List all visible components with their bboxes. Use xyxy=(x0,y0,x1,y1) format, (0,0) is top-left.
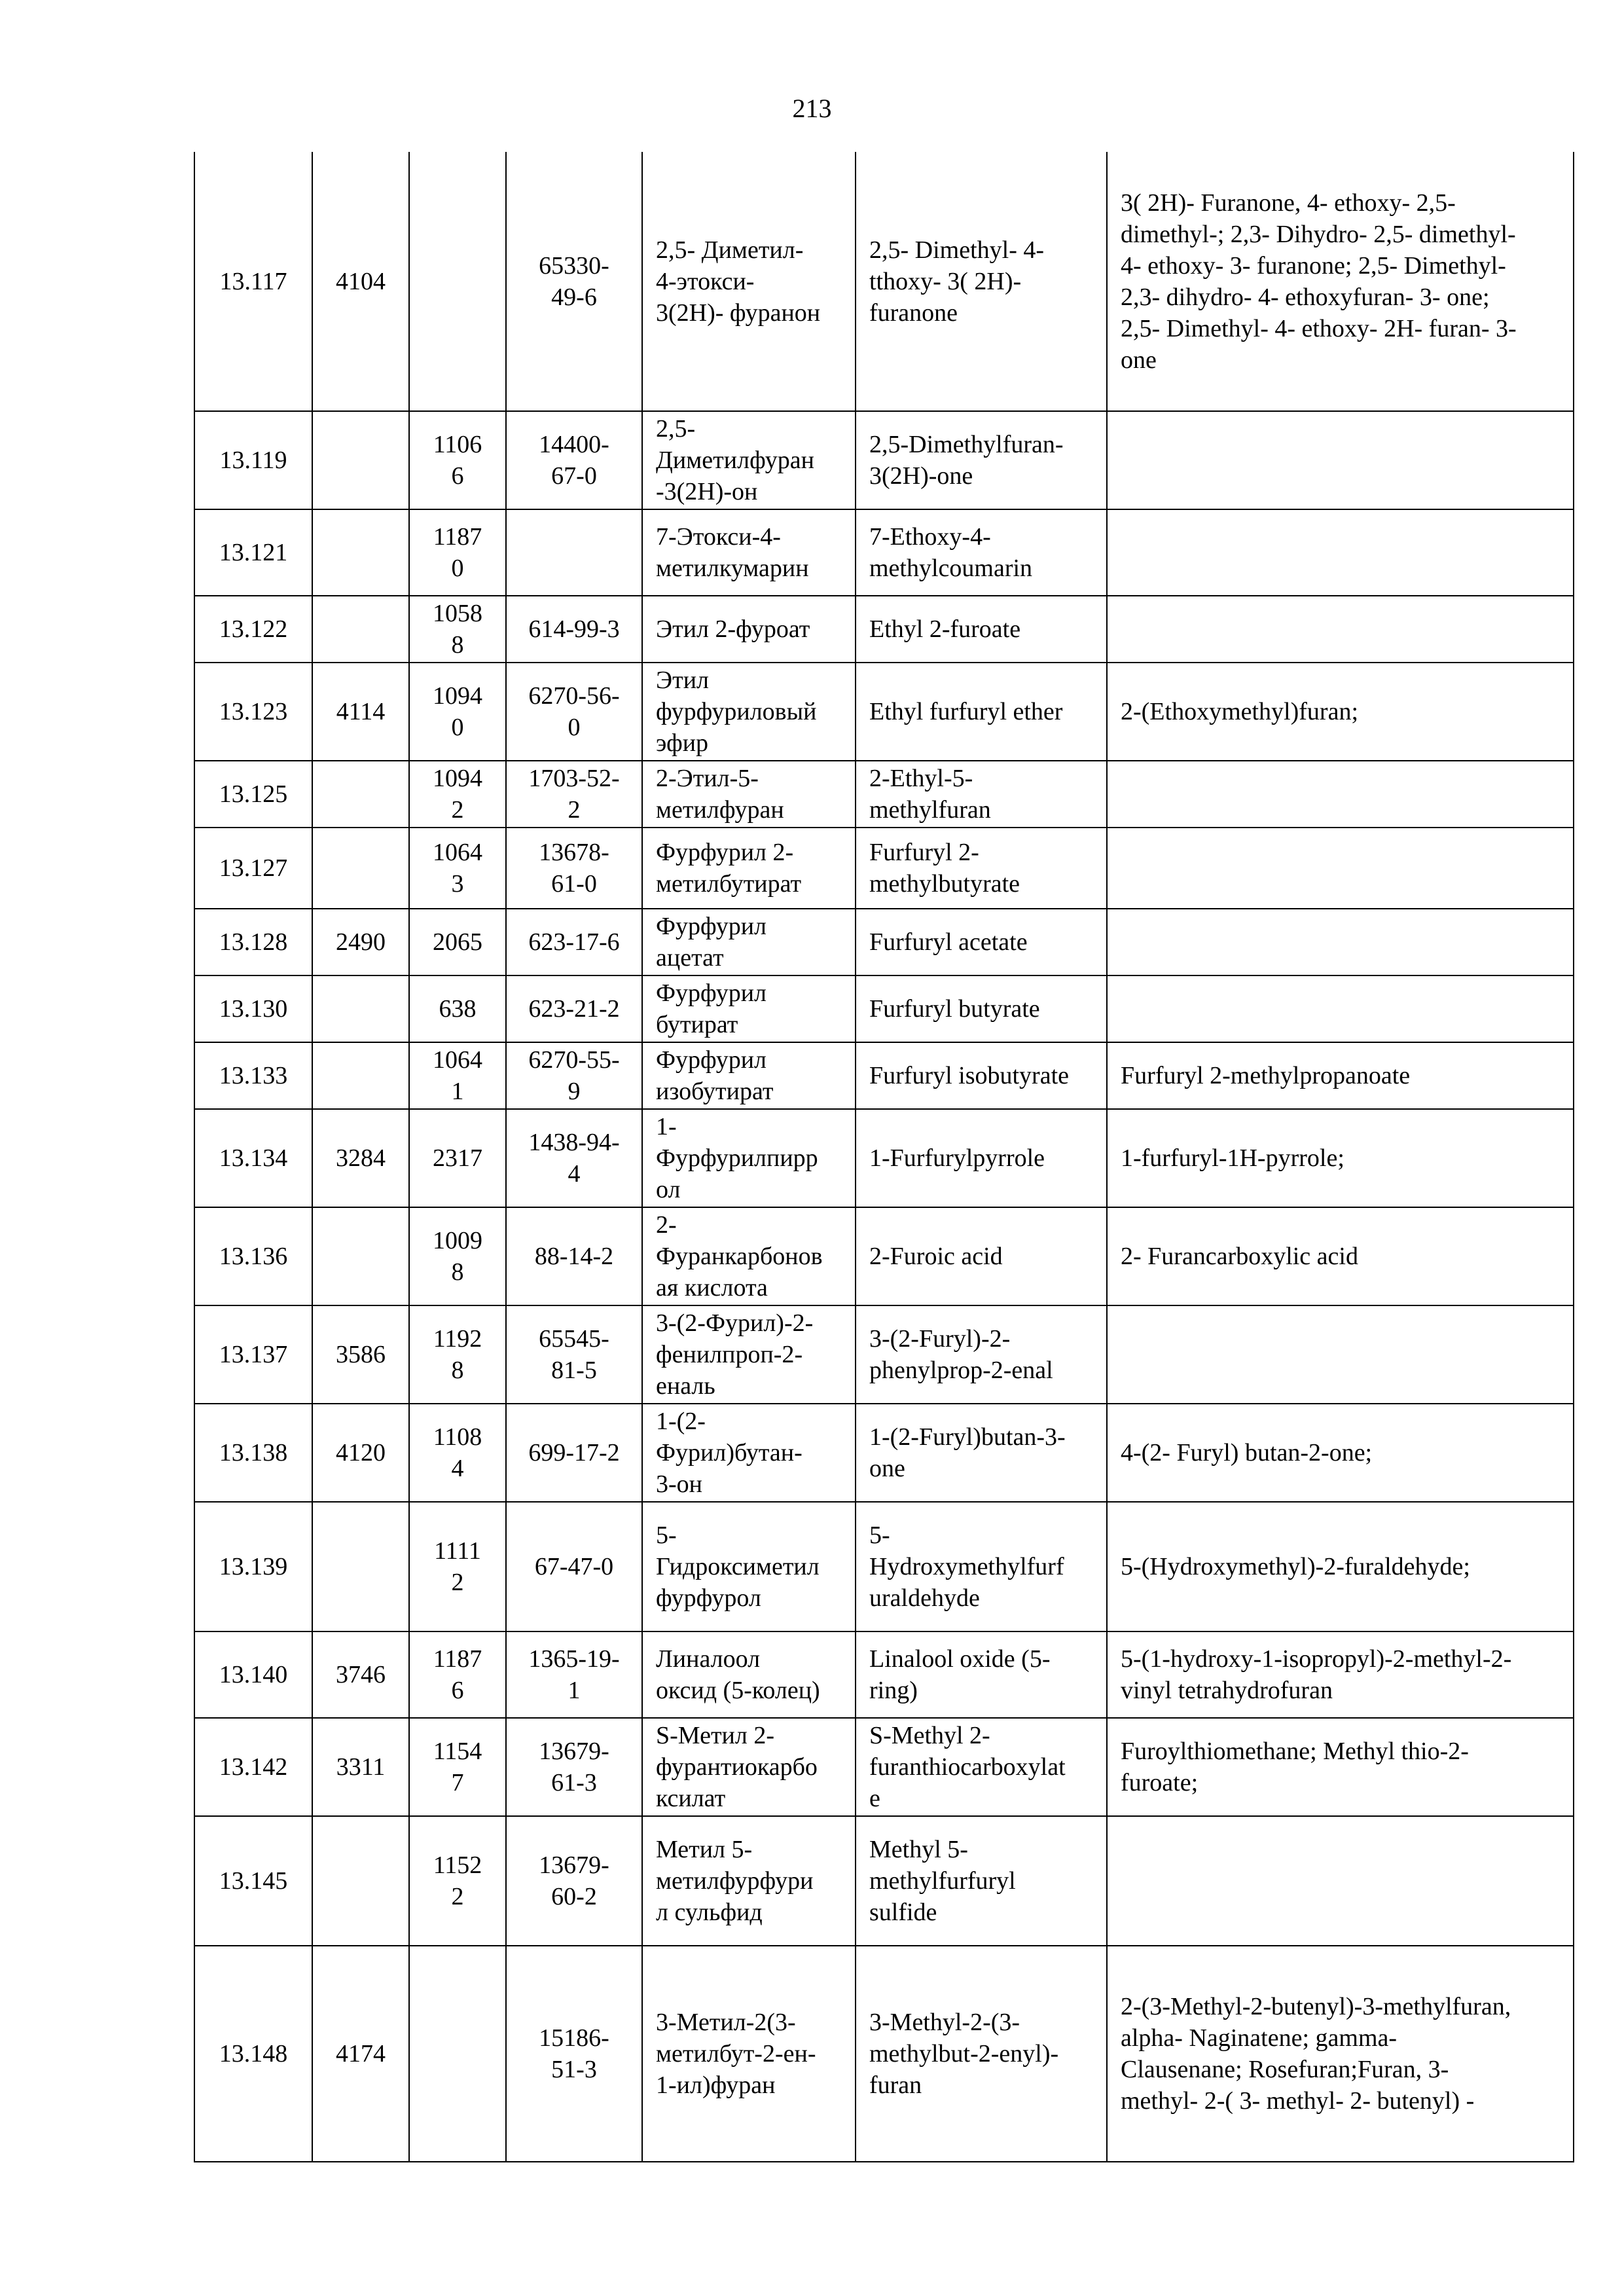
cas-no-cell: 13678- 61-0 xyxy=(506,828,642,909)
fema-no-cell: 4104 xyxy=(312,152,409,411)
fema-no-cell: 3311 xyxy=(312,1718,409,1816)
fema-no-cell xyxy=(312,1207,409,1305)
cas-no-cell: 1365-19- 1 xyxy=(506,1631,642,1718)
fema-no-cell xyxy=(312,761,409,828)
fema-no-cell xyxy=(312,975,409,1042)
page-number: 213 xyxy=(792,94,832,123)
fl-no-cell: 13.125 xyxy=(194,761,312,828)
cas-no-cell: 623-17-6 xyxy=(506,909,642,975)
coe-no-cell: 1108 4 xyxy=(409,1404,506,1502)
fl-no-cell: 13.137 xyxy=(194,1305,312,1404)
cas-no-cell: 6270-55- 9 xyxy=(506,1042,642,1109)
synonyms-cell: 1-furfuryl-1H-pyrrole; xyxy=(1107,1109,1574,1207)
synonyms-cell: 5-(Hydroxymethyl)-2-furaldehyde; xyxy=(1107,1502,1574,1631)
fema-no-cell xyxy=(312,509,409,596)
cas-no-cell: 13679- 60-2 xyxy=(506,1816,642,1946)
cas-no-cell: 65330- 49-6 xyxy=(506,152,642,411)
english-name-cell: Methyl 5- methylfurfuryl sulfide xyxy=(856,1816,1107,1946)
cas-no-cell: 13679- 61-3 xyxy=(506,1718,642,1816)
russian-name-cell: 2- Фуранкарбонов ая кислота xyxy=(642,1207,856,1305)
coe-no-cell: 638 xyxy=(409,975,506,1042)
synonyms-cell xyxy=(1107,975,1574,1042)
english-name-cell: 2,5-Dimethylfuran- 3(2H)-one xyxy=(856,411,1107,509)
russian-name-cell: 3-(2-Фурил)-2- фенилпроп-2- еналь xyxy=(642,1305,856,1404)
synonyms-cell: 5-(1-hydroxy-1-isopropyl)-2-methyl-2- vinyl tetrahydrofuran xyxy=(1107,1631,1574,1718)
english-name-cell: Furfuryl isobutyrate xyxy=(856,1042,1107,1109)
fl-no-cell: 13.133 xyxy=(194,1042,312,1109)
fl-no-cell: 13.130 xyxy=(194,975,312,1042)
fl-no-cell: 13.148 xyxy=(194,1946,312,2162)
english-name-cell: S-Methyl 2- furanthiocarboxylat e xyxy=(856,1718,1107,1816)
synonyms-cell xyxy=(1107,828,1574,909)
fl-no-cell: 13.145 xyxy=(194,1816,312,1946)
table-row xyxy=(194,1946,1574,2162)
table-row xyxy=(194,909,1574,975)
coe-no-cell: 1106 6 xyxy=(409,411,506,509)
table-row xyxy=(194,1718,1574,1816)
table-row xyxy=(194,509,1574,596)
synonyms-cell: 2-(Ethoxymethyl)furan; xyxy=(1107,663,1574,761)
table-row xyxy=(194,1404,1574,1502)
fema-no-cell: 3746 xyxy=(312,1631,409,1718)
russian-name-cell: Этил фурфуриловый эфир xyxy=(642,663,856,761)
fl-no-cell: 13.136 xyxy=(194,1207,312,1305)
coe-no-cell: 1094 2 xyxy=(409,761,506,828)
english-name-cell: Furfuryl butyrate xyxy=(856,975,1107,1042)
table-row xyxy=(194,1816,1574,1946)
russian-name-cell: Фурфурил изобутират xyxy=(642,1042,856,1109)
cas-no-cell: 65545- 81-5 xyxy=(506,1305,642,1404)
coe-no-cell: 1192 8 xyxy=(409,1305,506,1404)
table-row xyxy=(194,1042,1574,1109)
coe-no-cell: 1187 6 xyxy=(409,1631,506,1718)
cas-no-cell: 88-14-2 xyxy=(506,1207,642,1305)
synonyms-cell: Furfuryl 2-methylpropanoate xyxy=(1107,1042,1574,1109)
flavouring-substances-table xyxy=(194,152,1574,2162)
fema-no-cell xyxy=(312,411,409,509)
fema-no-cell xyxy=(312,828,409,909)
fl-no-cell: 13.122 xyxy=(194,596,312,663)
table-row xyxy=(194,663,1574,761)
fema-no-cell: 4120 xyxy=(312,1404,409,1502)
fl-no-cell: 13.140 xyxy=(194,1631,312,1718)
coe-no-cell: 1009 8 xyxy=(409,1207,506,1305)
table-row xyxy=(194,1502,1574,1631)
english-name-cell: 7-Ethoxy-4- methylcoumarin xyxy=(856,509,1107,596)
russian-name-cell: Линалоол оксид (5-колец) xyxy=(642,1631,856,1718)
table-row xyxy=(194,1207,1574,1305)
coe-no-cell: 2065 xyxy=(409,909,506,975)
english-name-cell: 3-Methyl-2-(3- methylbut-2-enyl)- furan xyxy=(856,1946,1107,2162)
fema-no-cell xyxy=(312,1042,409,1109)
synonyms-cell: 2-(3-Methyl-2-butenyl)-3-methylfuran, alpha- Naginatene; gamma- Clausenane; Rosefuran;Furan, 3- methyl- 2-( 3- methyl- 2- butenyl) - xyxy=(1107,1946,1574,2162)
english-name-cell: 2-Furoic acid xyxy=(856,1207,1107,1305)
fl-no-cell: 13.119 xyxy=(194,411,312,509)
russian-name-cell: S-Метил 2- фурантиокарбо ксилат xyxy=(642,1718,856,1816)
russian-name-cell: 2,5- Диметил- 4-этокси- 3(2Н)- фуранон xyxy=(642,152,856,411)
coe-no-cell: 1152 2 xyxy=(409,1816,506,1946)
english-name-cell: 2-Ethyl-5- methylfuran xyxy=(856,761,1107,828)
table-row xyxy=(194,828,1574,909)
fema-no-cell: 4174 xyxy=(312,1946,409,2162)
fl-no-cell: 13.138 xyxy=(194,1404,312,1502)
english-name-cell: Linalool oxide (5- ring) xyxy=(856,1631,1107,1718)
russian-name-cell: 1-(2- Фурил)бутан- 3-он xyxy=(642,1404,856,1502)
fema-no-cell: 3284 xyxy=(312,1109,409,1207)
russian-name-cell: Этил 2-фуроат xyxy=(642,596,856,663)
fema-no-cell xyxy=(312,1502,409,1631)
fema-no-cell: 4114 xyxy=(312,663,409,761)
table-row xyxy=(194,1305,1574,1404)
synonyms-cell xyxy=(1107,509,1574,596)
fl-no-cell: 13.139 xyxy=(194,1502,312,1631)
english-name-cell: 3-(2-Furyl)-2- phenylprop-2-enal xyxy=(856,1305,1107,1404)
coe-no-cell xyxy=(409,1946,506,2162)
table-row xyxy=(194,761,1574,828)
russian-name-cell: 1- Фурфурилпирр ол xyxy=(642,1109,856,1207)
fl-no-cell: 13.128 xyxy=(194,909,312,975)
fl-no-cell: 13.121 xyxy=(194,509,312,596)
fl-no-cell: 13.117 xyxy=(194,152,312,411)
english-name-cell: Ethyl furfuryl ether xyxy=(856,663,1107,761)
russian-name-cell: 2-Этил-5- метилфуран xyxy=(642,761,856,828)
synonyms-cell xyxy=(1107,596,1574,663)
cas-no-cell: 1438-94- 4 xyxy=(506,1109,642,1207)
cas-no-cell: 67-47-0 xyxy=(506,1502,642,1631)
english-name-cell: 2,5- Dimethyl- 4- tthoxy- 3( 2H)- furanone xyxy=(856,152,1107,411)
synonyms-cell: 3( 2H)- Furanone, 4- ethoxy- 2,5- dimethyl-; 2,3- Dihydro- 2,5- dimethyl- 4- ethoxy- 3- furanone; 2,5- Dimethyl- 2,3- dihydro- 4- ethoxyfuran- 3- one; 2,5- Dimethyl- 4- ethoxy- 2H- furan- 3- one xyxy=(1107,152,1574,411)
coe-no-cell: 2317 xyxy=(409,1109,506,1207)
english-name-cell: 1-Furfurylpyrrole xyxy=(856,1109,1107,1207)
synonyms-cell xyxy=(1107,1305,1574,1404)
fl-no-cell: 13.123 xyxy=(194,663,312,761)
coe-no-cell: 1094 0 xyxy=(409,663,506,761)
english-name-cell: 5- Hydroxymethylfurf uraldehyde xyxy=(856,1502,1107,1631)
cas-no-cell: 614-99-3 xyxy=(506,596,642,663)
coe-no-cell: 1058 8 xyxy=(409,596,506,663)
synonyms-cell xyxy=(1107,1816,1574,1946)
coe-no-cell: 1064 1 xyxy=(409,1042,506,1109)
russian-name-cell: Фурфурил ацетат xyxy=(642,909,856,975)
english-name-cell: 1-(2-Furyl)butan-3- one xyxy=(856,1404,1107,1502)
table-row xyxy=(194,975,1574,1042)
fema-no-cell xyxy=(312,596,409,663)
russian-name-cell: 7-Этокси-4- метилкумарин xyxy=(642,509,856,596)
synonyms-cell: 4-(2- Furyl) butan-2-one; xyxy=(1107,1404,1574,1502)
cas-no-cell: 699-17-2 xyxy=(506,1404,642,1502)
fema-no-cell: 3586 xyxy=(312,1305,409,1404)
cas-no-cell xyxy=(506,509,642,596)
cas-no-cell: 14400- 67-0 xyxy=(506,411,642,509)
coe-no-cell: 1111 2 xyxy=(409,1502,506,1631)
synonyms-cell: 2- Furancarboxylic acid xyxy=(1107,1207,1574,1305)
cas-no-cell: 15186- 51-3 xyxy=(506,1946,642,2162)
coe-no-cell xyxy=(409,152,506,411)
coe-no-cell: 1154 7 xyxy=(409,1718,506,1816)
fema-no-cell xyxy=(312,1816,409,1946)
coe-no-cell: 1187 0 xyxy=(409,509,506,596)
fl-no-cell: 13.134 xyxy=(194,1109,312,1207)
table-body xyxy=(194,152,1574,2162)
russian-name-cell: 5- Гидроксиметил фурфурол xyxy=(642,1502,856,1631)
synonyms-cell xyxy=(1107,411,1574,509)
english-name-cell: Furfuryl 2- methylbutyrate xyxy=(856,828,1107,909)
table-row xyxy=(194,152,1574,411)
table-row xyxy=(194,411,1574,509)
english-name-cell: Furfuryl acetate xyxy=(856,909,1107,975)
table-row xyxy=(194,596,1574,663)
cas-no-cell: 623-21-2 xyxy=(506,975,642,1042)
fl-no-cell: 13.142 xyxy=(194,1718,312,1816)
russian-name-cell: Фурфурил бутират xyxy=(642,975,856,1042)
fl-no-cell: 13.127 xyxy=(194,828,312,909)
synonyms-cell xyxy=(1107,909,1574,975)
russian-name-cell: 3-Метил-2(3- метилбут-2-ен- 1-ил)фуран xyxy=(642,1946,856,2162)
russian-name-cell: 2,5- Диметилфуран -3(2Н)-он xyxy=(642,411,856,509)
russian-name-cell: Метил 5- метилфурфури л сульфид xyxy=(642,1816,856,1946)
russian-name-cell: Фурфурил 2- метилбутират xyxy=(642,828,856,909)
table-row xyxy=(194,1631,1574,1718)
synonyms-cell xyxy=(1107,761,1574,828)
fema-no-cell: 2490 xyxy=(312,909,409,975)
cas-no-cell: 1703-52- 2 xyxy=(506,761,642,828)
table-row xyxy=(194,1109,1574,1207)
coe-no-cell: 1064 3 xyxy=(409,828,506,909)
english-name-cell: Ethyl 2-furoate xyxy=(856,596,1107,663)
cas-no-cell: 6270-56- 0 xyxy=(506,663,642,761)
synonyms-cell: Furoylthiomethane; Methyl thio-2- furoate; xyxy=(1107,1718,1574,1816)
